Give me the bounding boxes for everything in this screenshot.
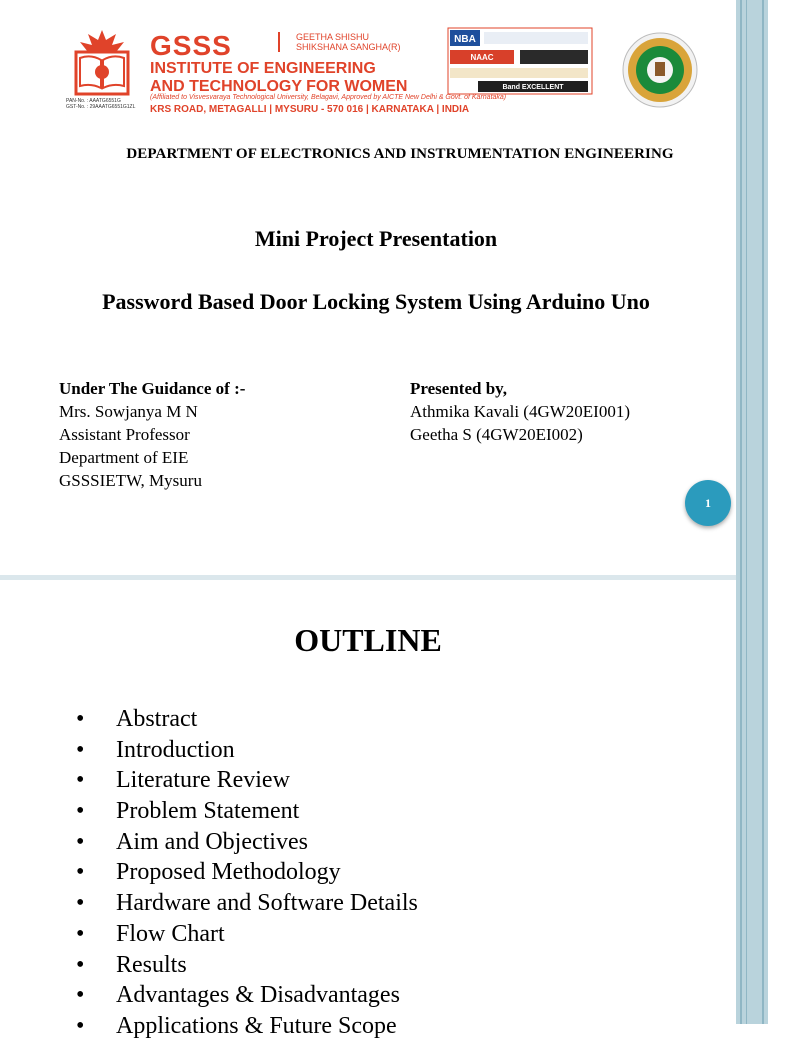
list-item-label: Abstract bbox=[116, 706, 198, 732]
university-seal-icon bbox=[622, 32, 698, 108]
presentation-type: Mini Project Presentation bbox=[254, 226, 498, 251]
page-number-badge: 1 bbox=[685, 480, 731, 526]
presenters-heading: Presented by, bbox=[410, 379, 507, 398]
pan-number: PAN-No. : AAATG6551G bbox=[66, 98, 121, 104]
list-item bbox=[76, 1011, 418, 1042]
bullet-icon: • bbox=[76, 798, 85, 825]
bullet-icon: • bbox=[76, 859, 85, 886]
list-item bbox=[76, 735, 418, 766]
institute-name-line-2: AND TECHNOLOGY FOR WOMEN bbox=[150, 78, 408, 95]
outline-list bbox=[76, 704, 418, 1042]
bullet-icon: • bbox=[76, 920, 85, 947]
tax-ids bbox=[66, 98, 135, 110]
affiliation-text: (Affiliated to Visvesvaraya Technological University, Belagavi, Approved by AICTE New Delhi & Govt. of Karnataka) bbox=[150, 94, 507, 101]
outline-title: OUTLINE bbox=[294, 622, 442, 658]
list-item bbox=[76, 796, 418, 827]
bullet-icon: • bbox=[76, 951, 85, 978]
brand-name: GSSS bbox=[150, 30, 232, 61]
bullet-icon: • bbox=[76, 706, 85, 732]
department-name: DEPARTMENT OF ELECTRONICS AND INSTRUMENTATION ENGINEERING bbox=[126, 146, 674, 162]
nba-label: NBA bbox=[454, 34, 476, 45]
list-item-label: Applications & Future Scope bbox=[116, 1012, 397, 1039]
naac-label: NAAC bbox=[470, 53, 494, 62]
list-item bbox=[76, 950, 418, 981]
list-item-label: Proposed Methodology bbox=[116, 859, 341, 886]
list-item bbox=[76, 827, 418, 858]
presenters-block bbox=[410, 377, 630, 446]
project-title: Password Based Door Locking System Using Arduino Uno bbox=[102, 289, 650, 314]
list-item-label: Advantages & Disadvantages bbox=[116, 982, 400, 1009]
accreditation-badges bbox=[448, 28, 592, 94]
bullet-icon: • bbox=[76, 828, 85, 855]
list-item-label: Literature Review bbox=[116, 767, 290, 794]
guide-institution: GSSSIETW, Mysuru bbox=[59, 471, 202, 490]
list-item-label: Results bbox=[116, 951, 187, 978]
list-item bbox=[76, 704, 418, 735]
sangha-line-2: SHIKSHANA SANGHA(R) bbox=[296, 42, 401, 52]
guide-designation: Assistant Professor bbox=[59, 425, 190, 444]
list-item-label: Aim and Objectives bbox=[116, 828, 308, 855]
list-item-label: Hardware and Software Details bbox=[116, 890, 418, 917]
list-item bbox=[76, 857, 418, 888]
gst-number: GST-No. : 29AAATG6551G1ZL bbox=[66, 104, 136, 110]
list-item bbox=[76, 888, 418, 919]
outline-slide bbox=[0, 580, 736, 1039]
bullet-icon: • bbox=[76, 982, 85, 1009]
guidance-heading: Under The Guidance of :- bbox=[59, 379, 246, 398]
guide-name: Mrs. Sowjanya M N bbox=[59, 402, 198, 421]
list-item-label: Problem Statement bbox=[116, 798, 300, 825]
band-label: Band EXCELLENT bbox=[502, 84, 564, 91]
bullet-icon: • bbox=[76, 890, 85, 917]
guide-department: Department of EIE bbox=[59, 448, 189, 467]
list-item bbox=[76, 919, 418, 950]
institute-banner bbox=[66, 28, 702, 120]
bullet-icon: • bbox=[76, 767, 85, 794]
presenter-name: Geetha S (4GW20EI002) bbox=[410, 425, 583, 444]
list-item bbox=[76, 980, 418, 1011]
list-item-label: Introduction bbox=[116, 736, 235, 763]
presenter-name: Athmika Kavali (4GW20EI001) bbox=[410, 402, 630, 421]
list-item-label: Flow Chart bbox=[116, 920, 225, 947]
list-item bbox=[76, 765, 418, 796]
bullet-icon: • bbox=[76, 1012, 85, 1039]
sangha-line-1: GEETHA SHISHU bbox=[296, 32, 370, 42]
guidance-block bbox=[59, 377, 245, 492]
institute-address: KRS ROAD, METAGALLI | MYSURU - 570 016 | KARNATAKA | INDIA bbox=[150, 104, 470, 115]
institute-name-line-1: INSTITUTE OF ENGINEERING bbox=[150, 60, 376, 77]
sangha-name bbox=[278, 32, 401, 52]
bullet-icon: • bbox=[76, 736, 85, 763]
